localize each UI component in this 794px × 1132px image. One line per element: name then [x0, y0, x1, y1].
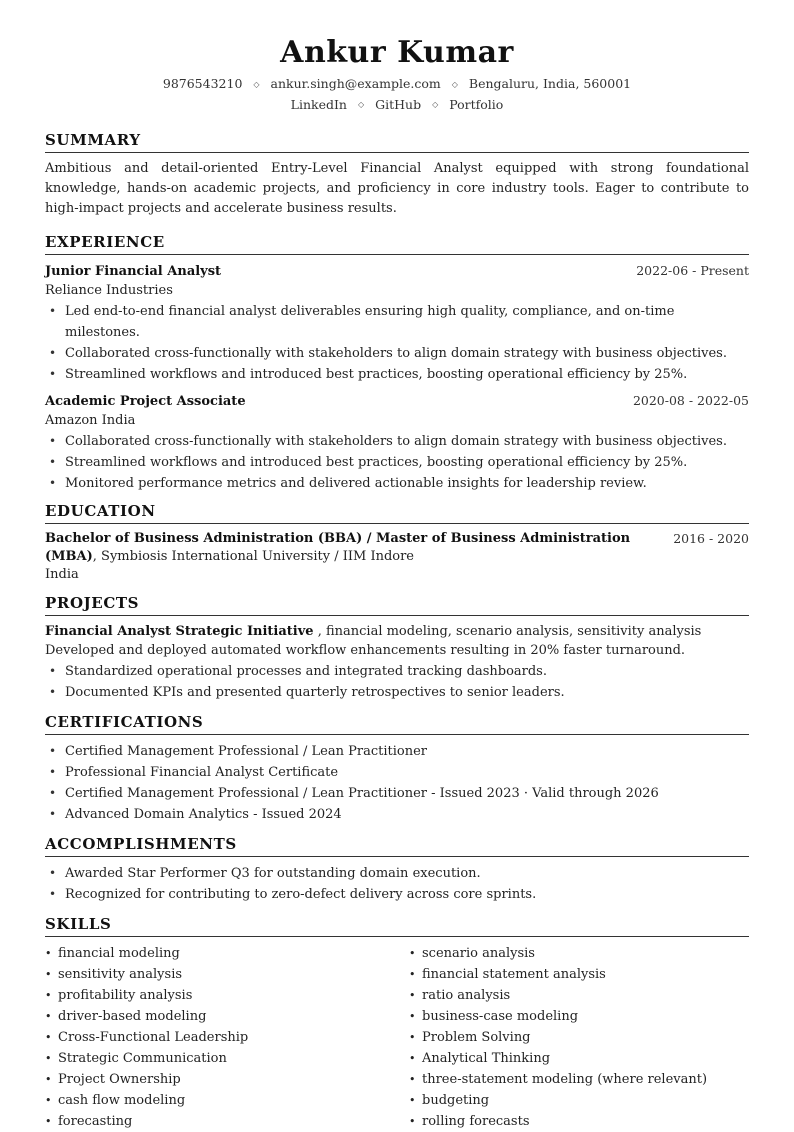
education-location: India: [45, 567, 79, 582]
separator-icon: ◇: [451, 79, 458, 89]
section-title: SUMMARY: [45, 131, 749, 153]
skill-item: • three-statement modeling (where relevant): [409, 1069, 749, 1090]
list-item: • Recognized for contributing to zero-defect delivery across core sprints.: [65, 884, 749, 905]
job-dates: 2020-08 - 2022-05: [632, 393, 749, 408]
certifications-section: [45, 713, 749, 825]
section-title: PROJECTS: [45, 594, 749, 616]
skill-item: • budgeting: [409, 1090, 749, 1111]
link-github[interactable]: GitHub: [375, 96, 422, 112]
list-item: • Led end-to-end financial analyst deliverables ensuring high quality, compliance, and on-time milestones.: [65, 301, 749, 343]
resume-page: [45, 0, 749, 1132]
list-item: • Documented KPIs and presented quarterly retrospectives to senior leaders.: [65, 682, 749, 703]
skill-item: • sensitivity analysis: [45, 964, 409, 985]
list-item: • Streamlined workflows and introduced best practices, boosting operational efficiency by 25%.: [65, 364, 749, 385]
candidate-name: Ankur Kumar: [280, 35, 514, 70]
contact-line: [45, 74, 749, 95]
list-item: • Standardized operational processes and integrated tracking dashboards.: [65, 661, 749, 682]
skill-item: • Analytical Thinking: [409, 1048, 749, 1069]
job-entry: [45, 261, 749, 385]
project-tags: , financial modeling, scenario analysis, sensitivity analysis: [313, 624, 702, 639]
summary-text: Ambitious and detail-oriented Entry-Level Financial Analyst equipped with strong foundational knowledge, hands-on academic projects, and proficiency in core industry tools. Eager to contribute to high-impact projects and accelerate business results.: [45, 161, 749, 216]
link-portfolio[interactable]: Portfolio: [449, 96, 504, 112]
section-title: SKILLS: [45, 915, 749, 937]
skill-item: • Project Ownership: [45, 1069, 409, 1090]
separator-icon: ◇: [432, 100, 439, 109]
section-title: EDUCATION: [45, 502, 749, 524]
section-title: CERTIFICATIONS: [45, 713, 749, 735]
skill-item: • profitability analysis: [45, 985, 409, 1006]
job-role: Junior Financial Analyst: [45, 264, 222, 279]
skill-item: • rolling forecasts: [409, 1111, 749, 1132]
list-item: • Awarded Star Performer Q3 for outstanding domain execution.: [65, 863, 749, 884]
experience-section: [45, 233, 749, 494]
school: , Symbiosis International University / IIM Indore: [92, 549, 415, 564]
degree-line: Bachelor of Business Administration (BBA) / Master of Business Administration: [45, 531, 631, 546]
list-item: • Collaborated cross-functionally with stakeholders to align domain strategy with business objectives.: [65, 343, 749, 364]
list-item: • Professional Financial Analyst Certificate: [65, 762, 749, 783]
projects-section: [45, 594, 749, 703]
degree-line-2: (MBA): [45, 549, 93, 564]
list-item: • Certified Management Professional / Lean Practitioner: [65, 741, 749, 762]
job-role: Academic Project Associate: [45, 394, 246, 409]
list-item: • Certified Management Professional / Lean Practitioner - Issued 2023 · Valid through 2026: [65, 783, 749, 804]
job-company: Reliance Industries: [45, 283, 173, 298]
email: ankur.singh@example.com: [270, 76, 441, 91]
separator-icon: ◇: [357, 100, 365, 109]
job-company: Amazon India: [45, 413, 136, 428]
skill-item: • scenario analysis: [409, 943, 749, 964]
skills-section: [45, 915, 749, 1132]
summary-section: [45, 131, 749, 219]
section-title: ACCOMPLISHMENTS: [45, 835, 749, 857]
skill-item: • forecasting: [45, 1111, 409, 1132]
skill-item: • ratio analysis: [409, 985, 749, 1006]
education-section: [45, 502, 749, 584]
skill-item: • Problem Solving: [409, 1027, 749, 1048]
section-title: EXPERIENCE: [45, 233, 749, 255]
link-linkedin[interactable]: LinkedIn: [290, 96, 347, 112]
skill-item: • Cross-Functional Leadership: [45, 1027, 409, 1048]
skill-item: • Strategic Communication: [45, 1048, 409, 1069]
education-dates: 2016 - 2020: [673, 531, 749, 546]
skill-item: • financial statement analysis: [409, 964, 749, 985]
job-dates: 2022-06 - Present: [636, 263, 749, 278]
list-item: • Collaborated cross-functionally with stakeholders to align domain strategy with business objectives.: [65, 431, 749, 452]
job-entry: [45, 391, 749, 494]
location: Bengaluru, India, 560001: [468, 76, 632, 91]
project-name: Financial Analyst Strategic Initiative: [45, 624, 314, 639]
skill-item: • financial modeling: [45, 943, 409, 964]
links-line: [45, 95, 749, 116]
skill-item: • cash flow modeling: [45, 1090, 409, 1111]
list-item: • Advanced Domain Analytics - Issued 2024: [65, 804, 749, 825]
phone: 9876543210: [162, 76, 243, 91]
list-item: • Streamlined workflows and introduced best practices, boosting operational efficiency by 25%.: [65, 452, 749, 473]
accomplishments-section: [45, 835, 749, 905]
separator-icon: ◇: [253, 79, 260, 89]
project-description: Developed and deployed automated workflow enhancements resulting in 20% faster turnaround.: [45, 643, 686, 658]
list-item: • Monitored performance metrics and delivered actionable insights for leadership review.: [65, 473, 749, 494]
skill-item: • driver-based modeling: [45, 1006, 409, 1027]
skill-item: • business-case modeling: [409, 1006, 749, 1027]
